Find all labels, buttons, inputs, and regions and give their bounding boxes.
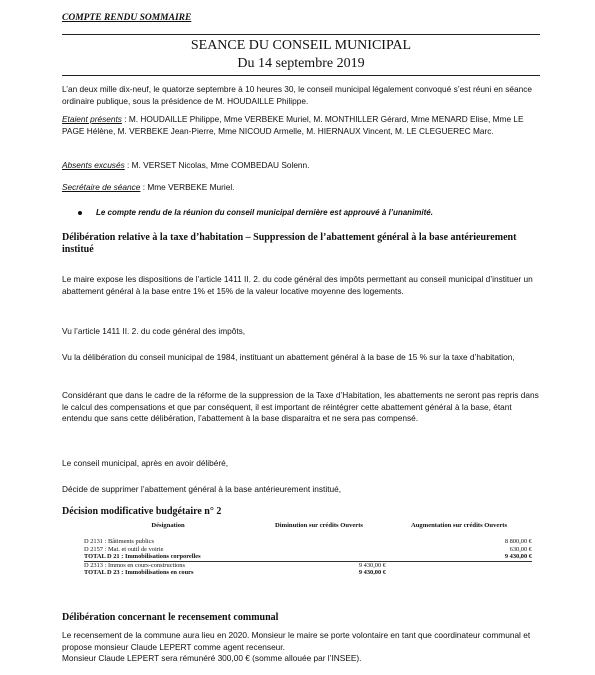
- row-label: D 2313 : Immos en cours-constructions: [84, 561, 252, 569]
- row-label: TOTAL D 21 : Immobilisations corporelles: [84, 553, 201, 561]
- meeting-date: Du 14 septembre 2019: [237, 56, 365, 71]
- row-dim: [252, 546, 386, 554]
- col-diminution: Diminution sur crédits Ouverts: [275, 522, 363, 529]
- bullet-dot-icon: [78, 211, 82, 215]
- row-label: TOTAL D 23 : Immobilisations en cours: [84, 569, 194, 577]
- col-augmentation: Augmentation sur crédits Ouverts: [410, 522, 508, 529]
- budget-decision-heading: Décision modificative budgétaire n° 2: [62, 506, 222, 517]
- deliberation-tax-heading: Délibération relative à la taxe d’habitation – Suppression de l’abattement général à la base antérieurement institué: [62, 232, 517, 255]
- row-aug: [386, 561, 532, 569]
- row-aug: 9 430,00 €: [504, 553, 532, 561]
- absent-label: Absents excusés: [62, 160, 125, 170]
- page-title: SEANCE DU CONSEIL MUNICIPAL: [190, 38, 412, 53]
- budget-table-header: [84, 522, 532, 530]
- intro-paragraph: L’an deux mille dix-neuf, le quatorze septembre à 10 heures 30, le conseil municipal légalement convoqué s’est réuni en séance ordinaire publique, sous la présidence de M. HOUDAILLE Philippe.: [62, 84, 532, 106]
- row-dim: [252, 538, 386, 546]
- table-row: [84, 538, 532, 546]
- census-p1: Le recensement de la commune aura lieu en 2020. Monsieur le maire se porte volontaire en tant que coordinateur communal et propose monsieur Claude LEPERT comme agent recenseur.: [62, 630, 531, 652]
- absent-names: : M. VERSET Nicolas, Mme COMBEDAU Solenn.: [124, 160, 310, 170]
- deliberation-tax-p4: Considérant que dans le cadre de la réforme de la suppression de la Taxe d’Habitation, les abattements ne seront pas repris dans le calcul des compensations et que par conséquent, il est important de réintégrer cette abattement général à la base, étant entendu que sans cette délibération, l’abattement à la base disparaitra et ne sera pas compensé.: [62, 390, 539, 423]
- present-label: Etaient présents: [62, 114, 122, 124]
- census-p2: Monsieur Claude LEPERT sera rémunéré 300,00 € (somme allouée par l’INSEE).: [62, 653, 362, 663]
- row-dim: 9 430,00 €: [252, 561, 386, 569]
- approval-text: Le compte rendu de la réunion du conseil municipal dernière est approuvé à l’unanimité.: [96, 208, 433, 217]
- secretary-name: : Mme VERBEKE Muriel.: [140, 182, 235, 192]
- deliberation-tax-p3: Vu la délibération du conseil municipal de 1984, instituant un abattement général à la base de 15 % sur la taxe d’habitation,: [62, 352, 515, 362]
- deliberation-tax-p5: Le conseil municipal, après en avoir délibéré,: [62, 458, 229, 468]
- table-row-total: [84, 553, 532, 561]
- present-names: : M. HOUDAILLE Philippe, Mme VERBEKE Muriel, M. MONTHILLER Gérard, Mme MENARD Elise, Mme LE PAGE Hélène, M. VERBEKE Jean-Pierre, Mme NICOUD Armelle, M. HIERNAUX Vincent, M. LE CLEGUEREC Marc.: [62, 114, 524, 136]
- row-label: D 2131 : Bâtiments publics: [84, 538, 154, 545]
- row-label: D 2157 : Mat. et outil de voirie: [84, 545, 164, 553]
- attendance-present: [62, 114, 540, 137]
- attendance-absent: [62, 160, 540, 172]
- row-aug: 630,00 €: [509, 545, 532, 553]
- document-section-label: COMPTE RENDU SOMMAIRE: [62, 13, 192, 23]
- col-designation: Désignation: [151, 522, 185, 529]
- attendance-secretary: [62, 182, 540, 194]
- row-aug: 8 800,00 €: [504, 538, 532, 545]
- approval-bullet: [78, 208, 538, 217]
- deliberation-tax-p2: Vu l’article 1411 II. 2. du code général des impôts,: [62, 326, 246, 336]
- table-row: [84, 561, 532, 569]
- secretary-label: Secrétaire de séance: [62, 182, 141, 192]
- deliberation-tax-p1: Le maire expose les dispositions de l’article 1411 II. 2. du code général des impôts permettant au conseil municipal d’instituer un abattement général à la base entre 1% et 15% de la valeur locative moyenne des logements.: [62, 274, 533, 296]
- row-aug: [386, 569, 532, 577]
- budget-table: [84, 522, 532, 577]
- census-heading: Délibération concernant le recensement communal: [62, 612, 279, 623]
- title-box: [62, 34, 540, 76]
- table-row: [84, 546, 532, 554]
- table-row-total: [84, 569, 532, 577]
- row-dim: 9 430,00 €: [358, 569, 386, 577]
- row-dim: [252, 553, 386, 561]
- deliberation-tax-p6: Décide de supprimer l’abattement général à la base antérieurement institué,: [62, 484, 342, 494]
